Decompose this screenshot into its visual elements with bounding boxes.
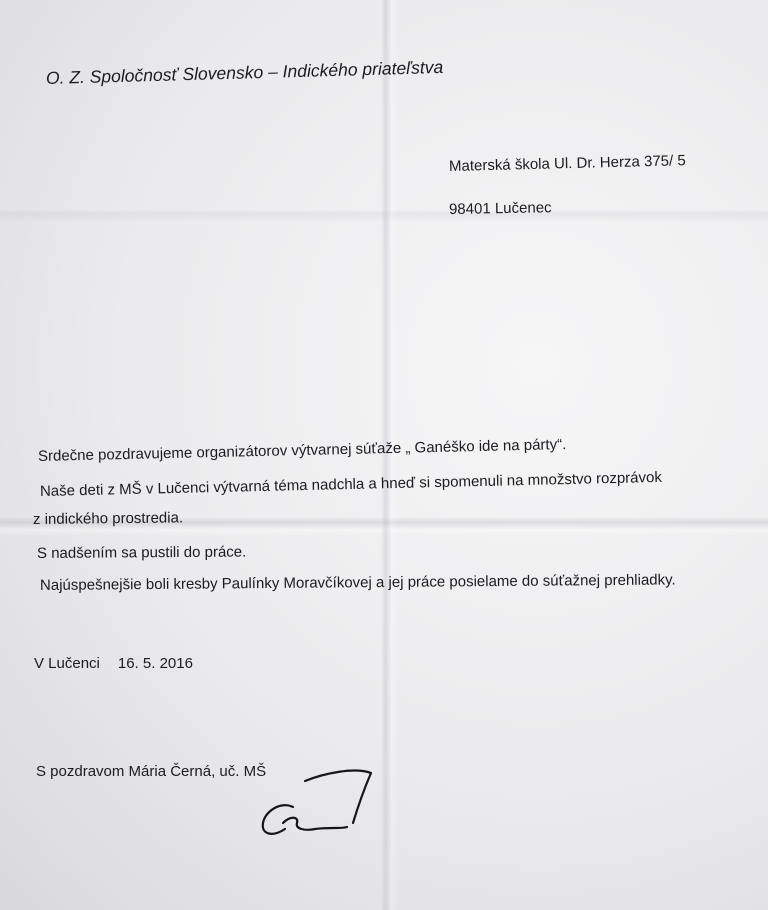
date-place: V Lučenci	[34, 655, 100, 672]
body-paragraph-work: S nadšením sa pustili do práce.	[36, 543, 247, 562]
closing-line: S pozdravom Mária Černá, uč. MŠ	[36, 763, 267, 780]
handwritten-signature-icon	[255, 765, 385, 845]
body-paragraph-greeting: Srdečne pozdravujeme organizátorov výtvarnej súťaže „ Ganéško ide na párty“.	[37, 436, 567, 465]
recipient-address-line2: 98401 Lučenec	[448, 199, 552, 218]
body-paragraph-submission: Najúspešnejšie boli kresby Paulínky Moravčíkovej a jej práce posielame do súťažnej prehliadky.	[39, 571, 676, 594]
body-paragraph-children-line2: z indického prostredia.	[32, 509, 184, 528]
association-header: O. Z. Spoločnosť Slovensko – Indického priateľstva	[45, 56, 444, 88]
date-line	[34, 655, 193, 672]
body-paragraph-children-line1: Naše deti z MŠ v Lučenci výtvarná téma nadchla a hneď si spomenuli na množstvo rozprávok	[39, 468, 663, 500]
date-value: 16. 5. 2016	[117, 655, 193, 672]
recipient-address-line1: Materská škola Ul. Dr. Herza 375/ 5	[448, 152, 686, 175]
